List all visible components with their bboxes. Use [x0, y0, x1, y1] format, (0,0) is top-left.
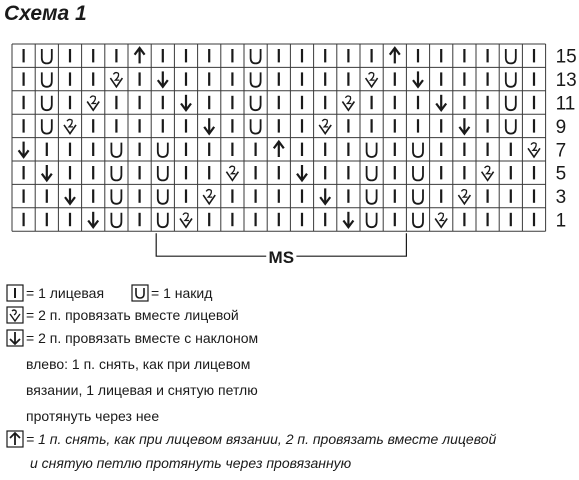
legend-decrease-left-1: = 2 п. провязать вместе с наклоном	[26, 330, 259, 346]
legend-knit: = 1 лицевая	[26, 285, 105, 301]
yarn-over-stitch	[158, 143, 168, 157]
k2tog-stitch	[64, 119, 76, 133]
decrease-left-stitch	[320, 188, 330, 203]
yarn-over-stitch	[506, 96, 516, 110]
yarn-over-stitch	[367, 143, 377, 157]
decrease-left-stitch	[42, 165, 52, 180]
decrease-left-stitch	[343, 212, 353, 227]
k2tog-stitch	[366, 73, 378, 87]
k2tog-stitch	[319, 119, 331, 133]
legend-decrease-left-2: влево: 1 п. снять, как при лицевом	[26, 356, 251, 372]
decrease-left-stitch	[297, 165, 307, 180]
k2tog-stitch	[87, 96, 99, 110]
row-number-label: 5	[555, 163, 567, 185]
yarn-over-stitch	[367, 166, 377, 180]
k2tog-stitch	[482, 166, 494, 180]
decrease-left-stitch	[19, 142, 29, 157]
k2tog-stitch	[226, 166, 238, 180]
legend-yarn-over: = 1 накид	[151, 285, 213, 301]
k2tog-stitch	[110, 73, 122, 87]
repeat-bracket-right	[296, 233, 406, 256]
row-number-label: 11	[555, 93, 576, 115]
yarn-over-stitch	[42, 49, 52, 63]
yarn-over-stitch	[42, 72, 52, 86]
yarn-over-stitch	[42, 96, 52, 110]
decrease-left-stitch	[413, 71, 423, 86]
decrease-left-icon	[6, 329, 24, 347]
decrease-left-stitch	[436, 95, 446, 110]
legend-central-decrease-1: = 1 п. снять, как при лицевом вязании, 2 п. провязать вместе лицевой	[26, 431, 497, 447]
yarn-over-stitch	[251, 96, 261, 110]
k2tog-icon	[6, 306, 24, 324]
knit-stitch-icon	[6, 284, 24, 302]
decrease-left-stitch	[158, 71, 168, 86]
yarn-over-stitch	[367, 189, 377, 203]
yarn-over-stitch	[251, 49, 261, 63]
row-number-label: 9	[555, 116, 567, 138]
k2tog-stitch	[342, 96, 354, 110]
k2tog-stitch	[458, 190, 470, 204]
row-number-label: 1	[555, 210, 567, 232]
yarn-over-stitch	[506, 49, 516, 63]
yarn-over-stitch	[158, 213, 168, 227]
yarn-over-stitch	[413, 213, 423, 227]
legend-central-decrease-2: и снятую петлю протянуть через провязанную	[30, 455, 352, 471]
yarn-over-stitch	[251, 119, 261, 133]
yarn-over-stitch	[413, 189, 423, 203]
row-number-label: 3	[555, 187, 567, 209]
yarn-over-stitch	[158, 189, 168, 203]
central-decrease-icon	[6, 430, 24, 448]
decrease-left-stitch	[65, 188, 75, 203]
yarn-over-stitch	[413, 166, 423, 180]
row-number-label: 13	[555, 70, 577, 92]
k2tog-stitch	[435, 213, 447, 227]
yarn-over-stitch	[111, 189, 121, 203]
yarn-over-icon	[131, 284, 149, 302]
yarn-over-stitch	[111, 143, 121, 157]
central-decrease-stitch	[135, 48, 145, 63]
central-decrease-stitch	[274, 142, 284, 157]
legend-decrease-left-4: протянуть через нее	[26, 408, 160, 424]
k2tog-stitch	[203, 190, 215, 204]
central-decrease-stitch	[390, 48, 400, 63]
yarn-over-stitch	[506, 72, 516, 86]
decrease-left-stitch	[204, 118, 214, 133]
repeat-bracket-left	[156, 233, 266, 256]
yarn-over-stitch	[42, 119, 52, 133]
yarn-over-stitch	[413, 143, 423, 157]
chart-title: Схема 1	[4, 2, 87, 25]
row-number-label: 15	[555, 46, 577, 68]
legend-k2tog: = 2 п. провязать вместе лицевой	[26, 307, 239, 323]
repeat-label: MS	[268, 248, 295, 268]
decrease-left-stitch	[459, 118, 469, 133]
yarn-over-stitch	[158, 166, 168, 180]
decrease-left-stitch	[181, 95, 191, 110]
row-number-label: 7	[555, 140, 567, 162]
yarn-over-stitch	[251, 72, 261, 86]
legend-decrease-left-3: вязании, 1 лицевая и снятую петлю	[26, 382, 258, 398]
decrease-left-stitch	[88, 212, 98, 227]
yarn-over-stitch	[506, 119, 516, 133]
yarn-over-stitch	[111, 166, 121, 180]
yarn-over-stitch	[367, 213, 377, 227]
k2tog-stitch	[180, 213, 192, 227]
yarn-over-stitch	[111, 213, 121, 227]
k2tog-stitch	[528, 143, 540, 157]
